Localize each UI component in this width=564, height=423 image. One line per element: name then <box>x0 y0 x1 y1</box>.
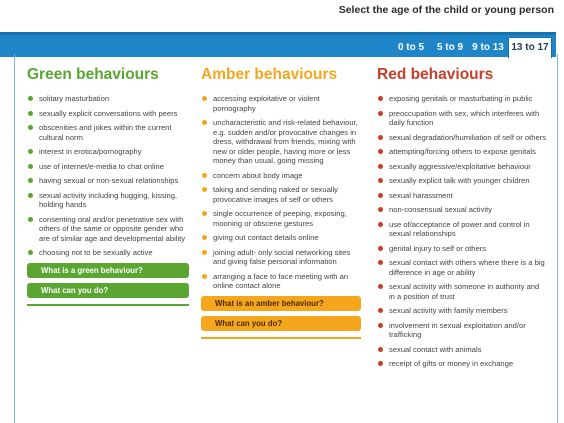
green-behaviour-item <box>27 176 189 186</box>
behaviour-text: sexual activity including hugging, kissing, holding hands <box>39 190 178 209</box>
what-is-amber-button[interactable]: What is an amber behaviour? <box>201 296 361 311</box>
behaviour-text: sexual activity with someone in authority and in a position of trust <box>389 282 540 301</box>
behaviour-text: having sexual or non-sexual relationships <box>39 176 179 185</box>
behaviour-text: preoccupation with sex, which interferes with daily function <box>389 108 540 127</box>
red-behaviour-item <box>377 176 547 186</box>
behaviour-text: obscenities and jokes within the current cultural norm <box>39 123 172 142</box>
bullet-dot-icon <box>28 178 33 183</box>
bullet-dot-icon <box>378 111 383 116</box>
red-behaviour-item <box>377 109 547 128</box>
bullet-dot-icon <box>378 149 383 154</box>
bullet-dot-icon <box>28 149 33 154</box>
amber-behaviour-item <box>201 209 361 228</box>
tab-5-to-9[interactable]: 5 to 9 <box>436 42 464 53</box>
bullet-dot-icon <box>202 187 207 192</box>
tab-9-to-13[interactable]: 9 to 13 <box>472 42 504 53</box>
bullet-dot-icon <box>202 120 207 125</box>
amber-behaviour-item <box>201 118 361 166</box>
bullet-dot-icon <box>28 125 33 130</box>
bullet-dot-icon <box>378 207 383 212</box>
bullet-dot-icon <box>28 217 33 222</box>
bullet-dot-icon <box>202 96 207 101</box>
behaviour-text: arranging a face to face meeting with an online contact alone <box>213 271 349 290</box>
red-column <box>377 66 547 374</box>
red-behaviour-item <box>377 306 547 316</box>
bullet-dot-icon <box>378 361 383 366</box>
behaviour-text: joining adult- only social networking sites and giving false personal information <box>213 247 351 266</box>
behaviour-text: accessing exploitative or violent pornography <box>213 94 320 113</box>
bullet-dot-icon <box>202 274 207 279</box>
bullet-dot-icon <box>378 193 383 198</box>
green-divider <box>27 304 189 306</box>
red-title: Red behaviours <box>377 66 494 83</box>
behaviour-text: use of internet/e-media to chat online <box>39 161 164 171</box>
what-is-green-button[interactable]: What is a green behaviour? <box>27 263 189 278</box>
red-behaviour-item <box>377 205 547 215</box>
green-column <box>27 66 189 306</box>
behaviour-text: attempting/forcing others to expose genitals <box>389 147 536 156</box>
red-behaviour-item <box>377 359 547 369</box>
behaviour-text: sexual contact with others where there is a big difference in age or ability <box>389 258 545 277</box>
amber-behaviour-item <box>201 185 361 204</box>
amber-column <box>201 66 361 339</box>
behaviour-text: interest in erotica/pornography <box>39 147 142 156</box>
behaviour-text: sexual activity with family members <box>389 306 508 315</box>
red-behaviour-item <box>377 345 547 355</box>
bullet-dot-icon <box>202 250 207 255</box>
green-behaviour-item <box>27 215 189 244</box>
behaviour-text: sexual degradation/humiliation of self or others <box>389 132 547 142</box>
behaviour-text: sexually aggressive/exploitative behaviour <box>389 161 531 171</box>
red-behaviour-item <box>377 191 547 201</box>
behaviour-text: concern about body image <box>213 170 303 180</box>
green-behaviour-item <box>27 162 189 172</box>
red-behaviour-item <box>377 162 547 172</box>
amber-behaviour-item <box>201 94 361 113</box>
behaviour-text: giving out contact details online <box>213 233 319 242</box>
green-behaviour-item <box>27 94 189 104</box>
bullet-dot-icon <box>28 96 33 101</box>
green-behaviour-item <box>27 109 189 119</box>
red-behaviour-item <box>377 282 547 301</box>
bullet-dot-icon <box>378 222 383 227</box>
amber-list <box>201 94 361 291</box>
amber-behaviour-item <box>201 248 361 267</box>
bullet-dot-icon <box>378 323 383 328</box>
green-behaviour-item <box>27 248 189 258</box>
behaviour-text: genital injury to self or others <box>389 243 487 253</box>
behaviour-text: receipt of gifts or money in exchange <box>389 359 514 368</box>
amber-title: Amber behaviours <box>201 66 338 83</box>
bullet-dot-icon <box>378 260 383 265</box>
red-list <box>377 94 547 369</box>
amber-what-can-you-do-button[interactable]: What can you do? <box>201 316 361 331</box>
bullet-dot-icon <box>202 211 207 216</box>
tab-0-to-5[interactable]: 0 to 5 <box>397 42 425 53</box>
behaviour-text: single occurrence of peeping, exposing, mooning or obscene gestures <box>213 209 347 228</box>
red-behaviour-item <box>377 321 547 340</box>
bullet-dot-icon <box>378 284 383 289</box>
behaviour-text: use of/acceptance of power and control in sexual relationships <box>389 219 530 238</box>
amber-behaviour-item <box>201 272 361 291</box>
bullet-dot-icon <box>378 178 383 183</box>
red-behaviour-item <box>377 133 547 143</box>
red-behaviour-item <box>377 220 547 239</box>
behaviours-panel <box>14 54 558 423</box>
bullet-dot-icon <box>378 164 383 169</box>
red-behaviour-item <box>377 147 547 157</box>
bullet-dot-icon <box>28 111 33 116</box>
bullet-dot-icon <box>378 246 383 251</box>
bullet-dot-icon <box>28 164 33 169</box>
tab-13-to-17[interactable]: 13 to 17 <box>508 37 552 58</box>
amber-divider <box>201 337 361 339</box>
green-what-can-you-do-button[interactable]: What can you do? <box>27 283 189 298</box>
green-list <box>27 94 189 258</box>
bullet-dot-icon <box>378 347 383 352</box>
behaviour-text: consenting oral and/or penetrative sex with others of the same or opposite gender who are of similar age and developmental ability <box>39 214 186 243</box>
age-select-prompt: Select the age of the child or young person <box>338 4 554 16</box>
red-behaviour-item <box>377 244 547 254</box>
green-behaviour-item <box>27 191 189 210</box>
bullet-dot-icon <box>378 308 383 313</box>
behaviour-text: sexually explicit talk with younger children <box>389 176 530 185</box>
behaviour-text: sexual contact with animals <box>389 344 482 354</box>
amber-behaviour-item <box>201 171 361 181</box>
green-behaviour-item <box>27 123 189 142</box>
bullet-dot-icon <box>378 135 383 140</box>
green-behaviour-item <box>27 147 189 157</box>
bullet-dot-icon <box>378 96 383 101</box>
bullet-dot-icon <box>28 193 33 198</box>
bullet-dot-icon <box>28 250 33 255</box>
behaviour-text: non-consensual sexual activity <box>389 205 492 214</box>
behaviour-text: involvement in sexual exploitation and/or trafficking <box>389 320 526 339</box>
behaviour-text: uncharacteristic and risk-related behaviour, e.g. sudden and/or provocative changes in dress, withdrawal from friends, mixing with new or older people, having more or less money than usual, going missing <box>213 118 358 165</box>
behaviour-text: exposing genitals or masturbating in public <box>389 94 533 103</box>
red-behaviour-item <box>377 94 547 104</box>
amber-behaviour-item <box>201 233 361 243</box>
behaviour-text: solitary masturbation <box>39 94 110 103</box>
bullet-dot-icon <box>202 173 207 178</box>
behaviour-text: choosing not to be sexually active <box>39 248 153 257</box>
behaviour-text: taking and sending naked or sexually provocative images of self or others <box>213 185 338 204</box>
bullet-dot-icon <box>202 235 207 240</box>
behaviour-text: sexually explicit conversations with peers <box>39 108 178 118</box>
behaviour-text: sexual harassment <box>389 190 453 200</box>
green-title: Green behaviours <box>27 66 159 83</box>
red-behaviour-item <box>377 258 547 277</box>
